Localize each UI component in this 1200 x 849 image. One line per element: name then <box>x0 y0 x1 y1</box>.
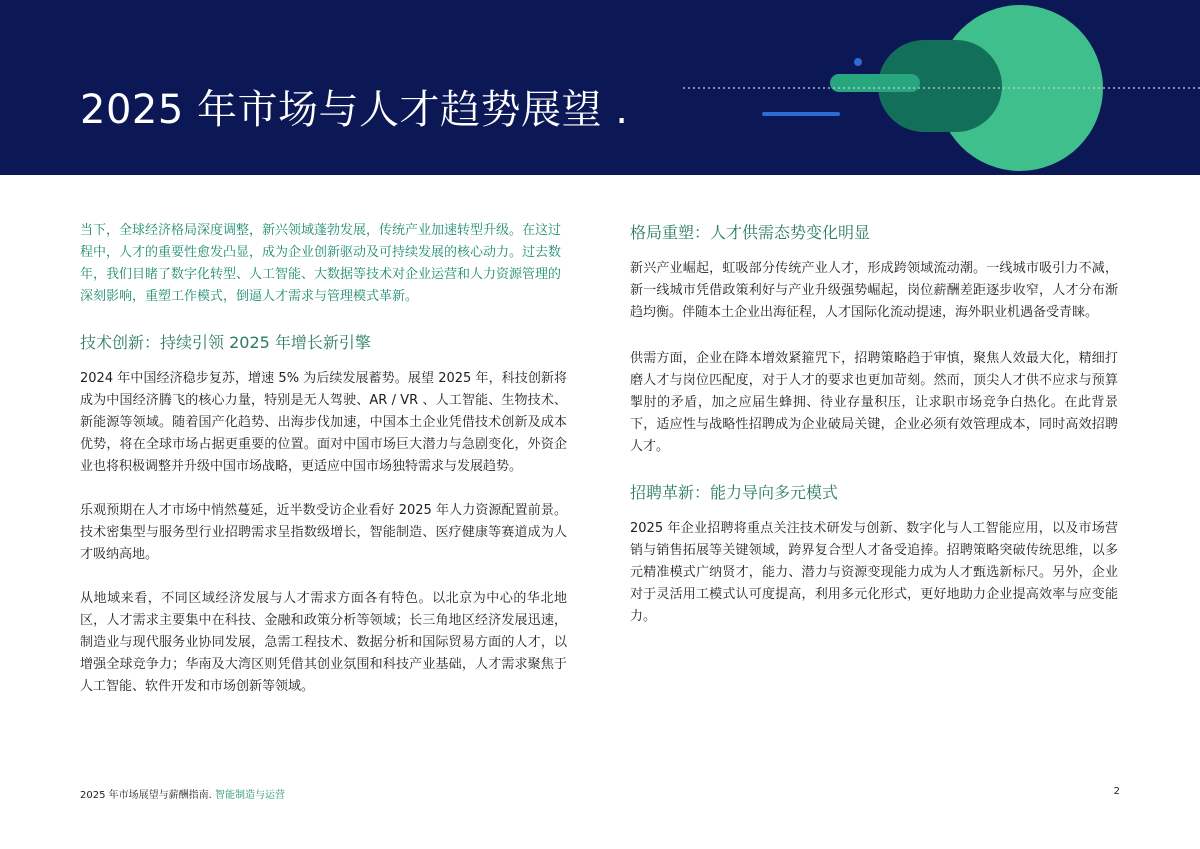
section-title-landscape: 格局重塑：人才供需态势变化明显 <box>630 223 871 242</box>
page-number: 2 <box>1113 786 1120 797</box>
right-column <box>630 220 1118 652</box>
body-paragraph: 供需方面，企业在降本增效紧箍咒下，招聘策略趋于审慎，聚焦人效最大化，精细打磨人才与岗位匹配度，对于人才的要求也更加苛刻。然而，顶尖人才供不应求与预算掣肘的矛盾，加之应届生蜂拥、待业存量积压，让求职市场竞争白热化。在此背景下，适应性与战略性招聘成为企业破局关键，企业必须有效管理成本，同时高效招聘人才。 <box>630 351 1118 454</box>
body-paragraph: 2025 年企业招聘将重点关注技术研发与创新、数字化与人工智能应用，以及市场营销与销售拓展等关键领域，跨界复合型人才备受追捧。招聘策略突破传统思维，以多元精准模式广纳贤才，能力、潜力与资源变现能力成为人才甄选新标尺。另外，企业对于灵活用工模式认可度提高，利用多元化形式，更好地助力企业提高效率与应变能力。 <box>630 521 1118 624</box>
body-paragraph: 2024 年中国经济稳步复苏，增速 5% 为后续发展蓄势。展望 2025 年，科技创新将成为中国经济腾飞的核心力量，特别是无人驾驶、AR / VR 、人工智能、生物技术、新能源等领域。随着国产化趋势、出海步伐加速，中国本土企业凭借技术创新及成本优势，将在全球市场占据更重要的位置。面对中国市场巨大潜力与急剧变化，外资企业也将积极调整并升级中国市场战略，更适应中国市场独特需求与发展趋势。 <box>80 371 567 474</box>
footer-title-text: 2025 年市场展望与薪酬指南. <box>80 790 215 801</box>
page-footer <box>80 786 1120 802</box>
footer-subtitle-text: 智能制造与运营 <box>215 790 285 801</box>
page-title: 2025 年市场与人才趋势展望 . <box>80 87 629 133</box>
intro-paragraph: 当下，全球经济格局深度调整，新兴领域蓬勃发展，传统产业加速转型升级。在这过程中，人才的重要性愈发凸显，成为企业创新驱动及可持续发展的核心动力。过去数年，我们目睹了数字化转型、人工智能、大数据等技术对企业运营和人力资源管理的深刻影响，重塑工作模式，倒逼人才需求与管理模式革新。 <box>80 223 562 304</box>
footer-doc-title <box>80 786 285 801</box>
teal-pill <box>830 74 920 92</box>
blue-dot <box>854 58 862 66</box>
page-header <box>0 0 1200 175</box>
body-paragraph: 从地域来看，不同区域经济发展与人才需求方面各有特色。以北京为中心的华北地区，人才需求主要集中在科技、金融和政策分析等领域；长三角地区经济发展迅速，制造业与现代服务业协同发展，急需工程技术、数据分析和国际贸易方面的人才，以增强全球竞争力；华南及大湾区则凭借其创业氛围和科技产业基础，人才需求聚焦于人工智能、软件开发和市场创新等领域。 <box>80 591 567 694</box>
left-column <box>80 220 567 720</box>
section-title-tech: 技术创新：持续引领 2025 年增长新引擎 <box>80 333 371 352</box>
body-paragraph: 新兴产业崛起，虹吸部分传统产业人才，形成跨领域流动潮。一线城市吸引力不减，新一线城市凭借政策利好与产业升级强势崛起，岗位薪酬差距逐步收窄，人才分布渐趋均衡。伴随本土企业出海征程，人才国际化流动提速，海外职业机遇备受青睐。 <box>630 261 1118 320</box>
body-paragraph: 乐观预期在人才市场中悄然蔓延，近半数受访企业看好 2025 年人力资源配置前景。技术密集型与服务型行业招聘需求呈指数级增长，智能制造、医疗健康等赛道成为人才吸纳高地。 <box>80 503 567 562</box>
blue-bar <box>762 112 840 116</box>
section-title-recruitment: 招聘革新：能力导向多元模式 <box>630 483 839 502</box>
